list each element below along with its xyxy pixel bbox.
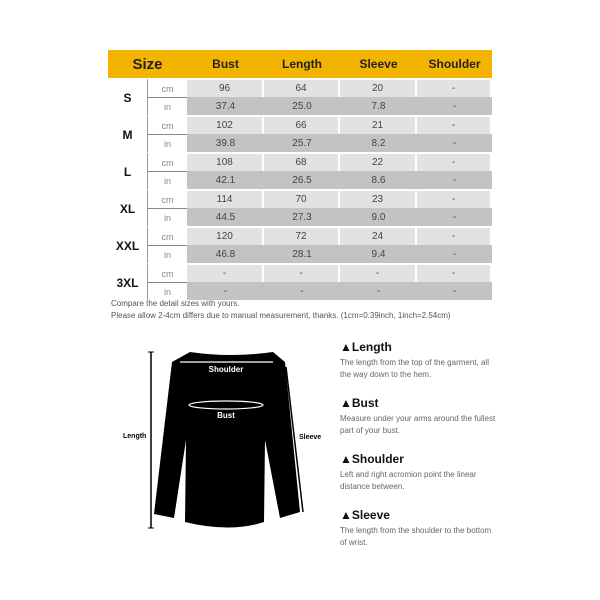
table-cell: 21 [340, 115, 417, 134]
unit-label: in [148, 134, 187, 152]
unit-label: in [148, 208, 187, 226]
desc-title: ▲Shoulder [340, 452, 404, 466]
table-cell: - [340, 263, 417, 282]
desc-bust [340, 396, 500, 437]
desc-shoulder [340, 452, 500, 493]
table-cell: 23 [340, 189, 417, 208]
desc-text: Left and right acromion point the linear distance between. [340, 470, 477, 491]
table-cell: - [417, 134, 492, 152]
desc-title: ▲Sleeve [340, 508, 390, 522]
table-cell: 39.8 [187, 134, 264, 152]
table-cell: - [417, 282, 492, 300]
desc-title: ▲Bust [340, 396, 379, 410]
table-cell: 44.5 [187, 208, 264, 226]
unit-label: in [148, 245, 187, 263]
table-cell: 26.5 [264, 171, 340, 189]
table-cell: 120 [187, 226, 264, 245]
desc-length [340, 340, 500, 381]
table-cell: 96 [187, 78, 264, 97]
table-cell: 25.0 [264, 97, 340, 115]
table-cell: 102 [187, 115, 264, 134]
table-cell: 22 [340, 152, 417, 171]
header-length: Length [264, 50, 340, 78]
length-label: Length [123, 433, 147, 440]
table-cell: - [417, 78, 492, 97]
unit-label: cm [148, 189, 187, 208]
desc-title: ▲Length [340, 340, 392, 354]
table-cell: 46.8 [187, 245, 264, 263]
unit-label: cm [148, 78, 187, 97]
unit-label: cm [148, 115, 187, 134]
table-cell: 42.1 [187, 171, 264, 189]
desc-text: The length from the shoulder to the bottom of wrist. [340, 526, 492, 547]
table-cell: 9.4 [340, 245, 417, 263]
table-cell: 8.6 [340, 171, 417, 189]
table-cell: - [417, 208, 492, 226]
table-cell: - [264, 282, 340, 300]
table-cell: 27.3 [264, 208, 340, 226]
size-label: 3XL [108, 263, 148, 300]
table-cell: 108 [187, 152, 264, 171]
table-cell: 8.2 [340, 134, 417, 152]
bust-label: Bust [217, 411, 235, 420]
size-label: XXL [108, 226, 148, 263]
table-cell: 72 [264, 226, 340, 245]
header-shoulder: Shoulder [417, 50, 492, 78]
table-cell: 70 [264, 189, 340, 208]
note-compare: Compare the detail sizes with yours. [111, 299, 240, 308]
table-cell: - [417, 171, 492, 189]
desc-sleeve [340, 508, 500, 549]
table-cell: - [187, 282, 264, 300]
table-cell: 24 [340, 226, 417, 245]
table-cell: 25.7 [264, 134, 340, 152]
table-cell: - [417, 97, 492, 115]
header-sleeve: Sleeve [340, 50, 417, 78]
table-cell: - [187, 263, 264, 282]
unit-label: cm [148, 263, 187, 282]
header-size: Size [108, 50, 187, 78]
size-label: XL [108, 189, 148, 226]
header-bust: Bust [187, 50, 264, 78]
table-cell: 28.1 [264, 245, 340, 263]
unit-label: in [148, 171, 187, 189]
table-cell: - [417, 115, 492, 134]
table-cell: - [417, 152, 492, 171]
table-cell: - [417, 263, 492, 282]
size-label: M [108, 115, 148, 152]
size-label: S [108, 78, 148, 115]
unit-label: cm [148, 152, 187, 171]
table-cell: 9.0 [340, 208, 417, 226]
unit-label: in [148, 97, 187, 115]
table-cell: - [340, 282, 417, 300]
desc-text: The length from the top of the garment, all the way down to the hem. [340, 358, 489, 379]
table-cell: 114 [187, 189, 264, 208]
table-cell: 64 [264, 78, 340, 97]
table-cell: - [417, 226, 492, 245]
sweater-silhouette [154, 352, 300, 528]
table-cell: - [264, 263, 340, 282]
unit-label: in [148, 282, 187, 300]
table-cell: 68 [264, 152, 340, 171]
table-cell: - [417, 245, 492, 263]
table-cell: 66 [264, 115, 340, 134]
size-label: L [108, 152, 148, 189]
table-cell: 7.8 [340, 97, 417, 115]
table-cell: - [417, 189, 492, 208]
note-allowance: Please allow 2-4cm differs due to manual measurement, thanks. (1cm=0.39inch, 1inch=2.54cm) [111, 311, 451, 320]
unit-label: cm [148, 226, 187, 245]
shoulder-label: Shoulder [208, 365, 244, 374]
table-cell: 37.4 [187, 97, 264, 115]
desc-text: Measure under your arms around the fullest part of your bust. [340, 414, 496, 435]
sleeve-label: Sleeve [299, 434, 322, 441]
table-cell: 20 [340, 78, 417, 97]
